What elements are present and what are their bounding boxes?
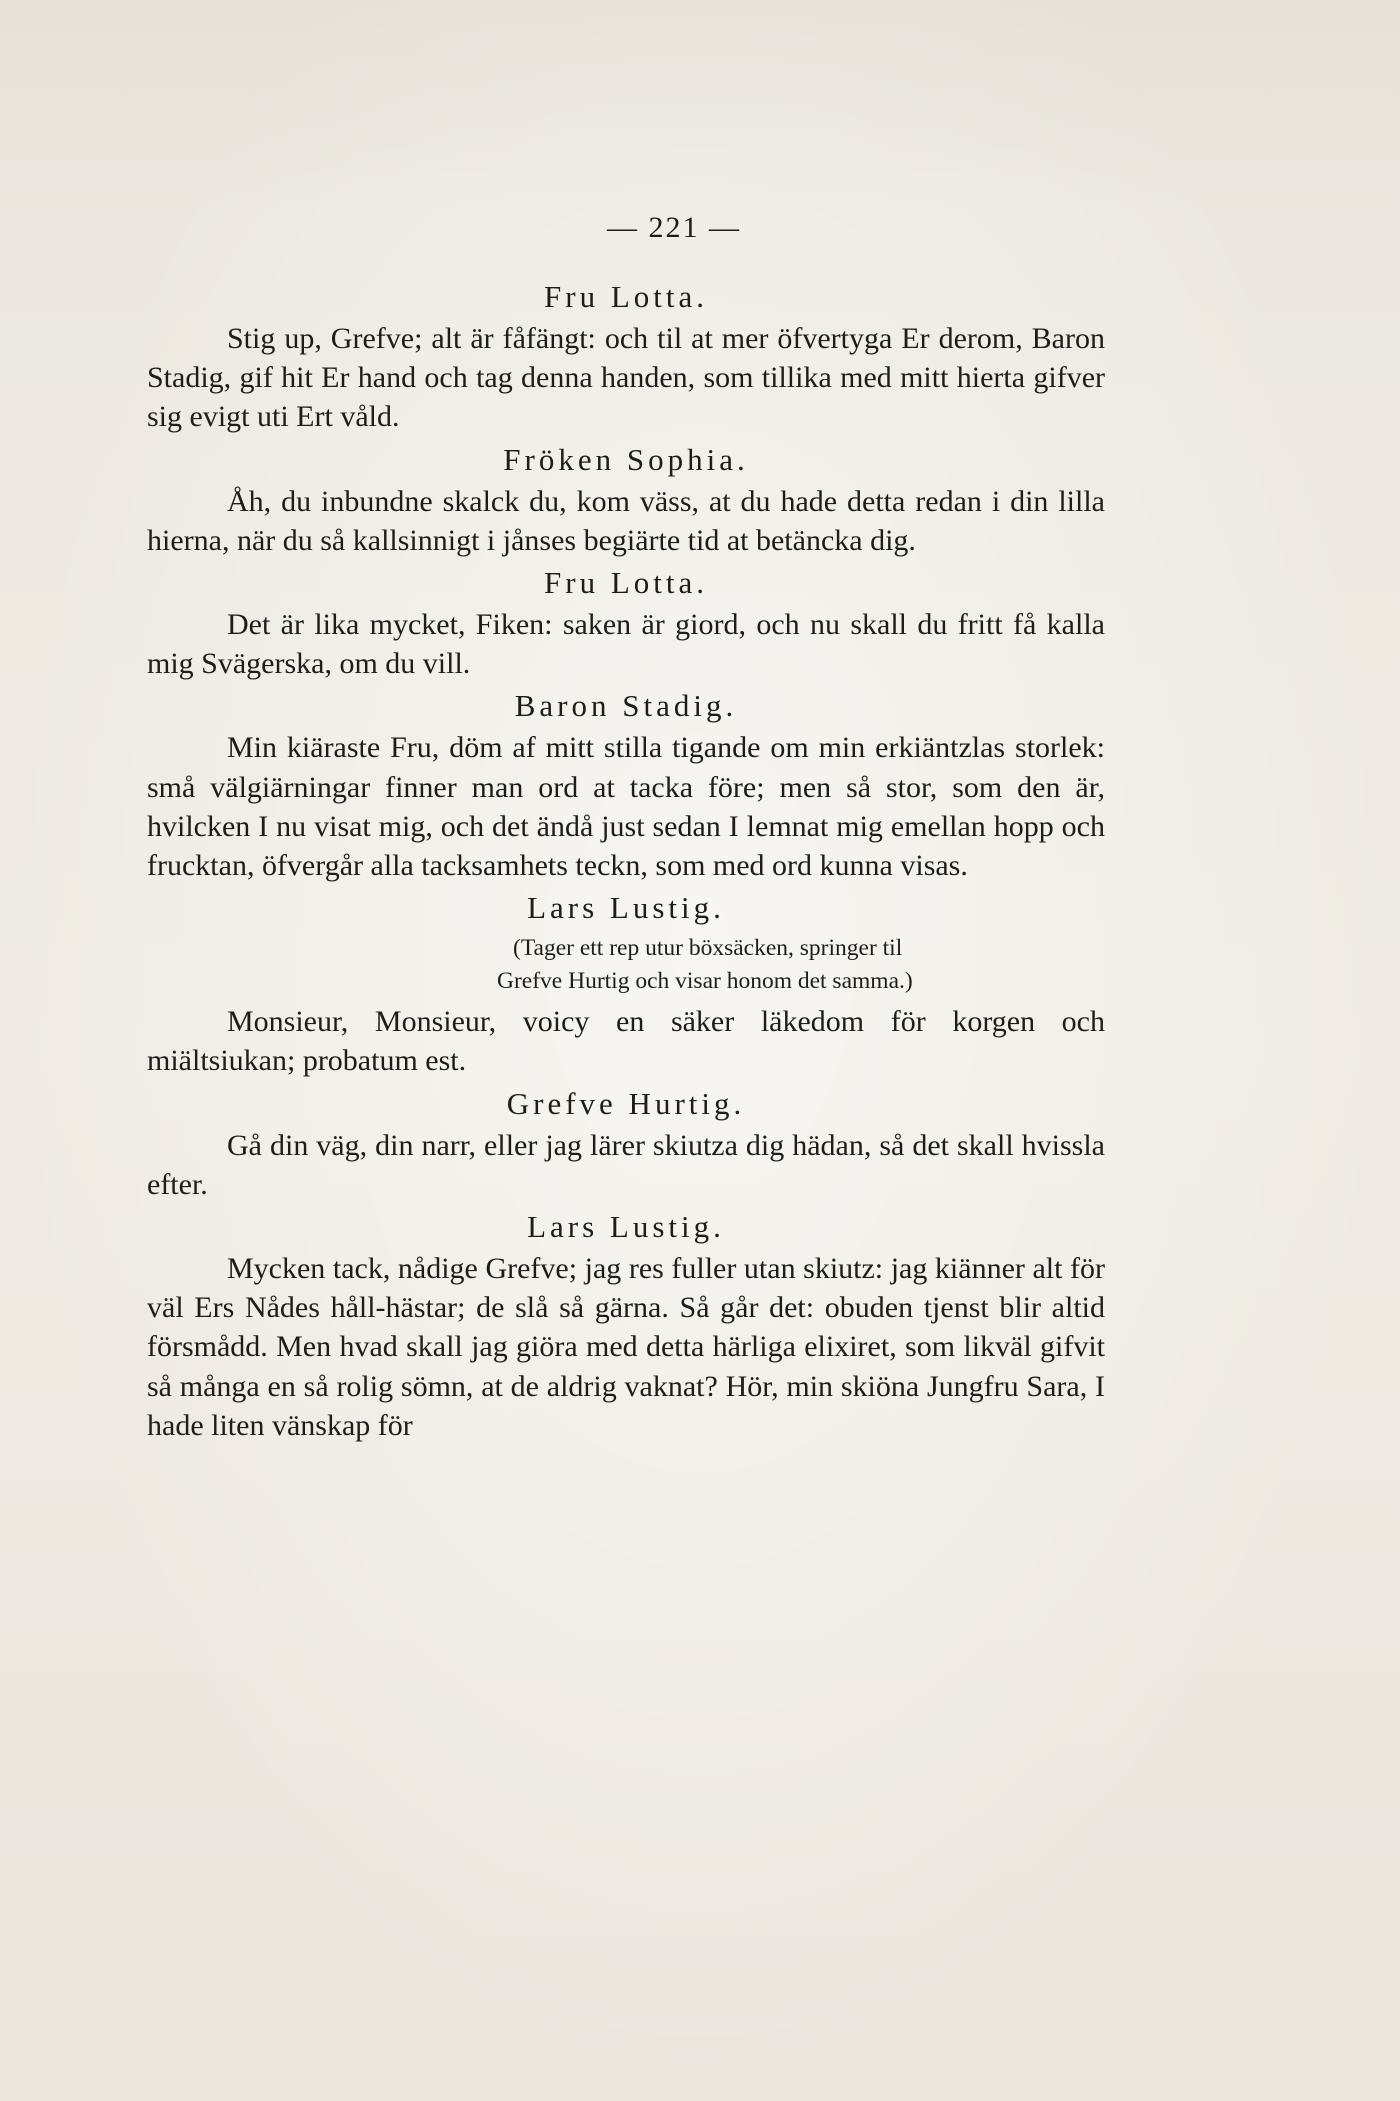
stage-direction-line: Grefve Hurtig och visar honom det samma.) <box>497 968 913 995</box>
speaker-heading: Fru Lotta. <box>544 565 708 601</box>
speaker-heading: Lars Lustig. <box>527 1209 725 1245</box>
dialogue-paragraph: Mycken tack, nådige Grefve; jag res fuller utan skiutz: jag kiänner alt för väl Ers Nådes håll-hästar; de slå så gärna. Så går det: obuden tjenst blir altid försmådd. Men hvad skall jag giöra med detta härliga elixiret, som likväl gifvit så många en så rolig sömn, at de aldrig vaknat? Hör, min skiöna Jungfru Sara, I hade liten vänskap för <box>147 1252 1105 1442</box>
dialogue-paragraph: Stig up, Grefve; alt är fåfängt: och til at mer öfvertyga Er derom, Baron Stadig, gif hit Er hand och tag denna handen, som tillika med mitt hierta gifver sig evigt uti Ert våld. <box>147 322 1105 434</box>
speaker-heading: Baron Stadig. <box>514 688 738 724</box>
page-number: — 221 — <box>607 211 741 244</box>
dialogue-paragraph: Gå din väg, din narr, eller jag lärer skiutza dig hädan, så det skall hvissla efter. <box>147 1128 1105 1201</box>
stage-direction <box>497 932 1105 998</box>
dialogue-paragraph: Åh, du inbundne skalck du, kom väss, at du hade detta redan i din lilla hierna, när du så kallsinnigt i jånses begiärte tid at betäncka dig. <box>147 484 1105 557</box>
speaker-heading: Fröken Sophia. <box>503 441 749 477</box>
speaker-heading: Fru Lotta. <box>544 279 708 314</box>
dialogue-paragraph: Min kiäraste Fru, döm af mitt stilla tigande om min erkiäntzlas storlek: små välgiärningar finner man ord at tacka före; men så stor, som den är, hvilcken I nu visat mig, och det ändå just sedan I lemnat mig emellan hopp och frucktan, öfvergår alla tacksamhets teckn, som med ord kunna visas. <box>147 731 1105 883</box>
dialogue-paragraph: Monsieur, Monsieur, voicy en säker läkedom för korgen och miältsiukan; probatum est. <box>147 1005 1105 1078</box>
speaker-heading: Lars Lustig. <box>527 890 725 926</box>
stage-direction-line: (Tager ett rep utur böxsäcken, springer til <box>513 935 903 962</box>
play-text <box>147 273 1105 1445</box>
speaker-heading: Grefve Hurtig. <box>506 1085 746 1121</box>
dialogue-paragraph: Det är lika mycket, Fiken: saken är giord, och nu skall du fritt få kalla mig Svägerska, om du vill. <box>147 608 1105 681</box>
